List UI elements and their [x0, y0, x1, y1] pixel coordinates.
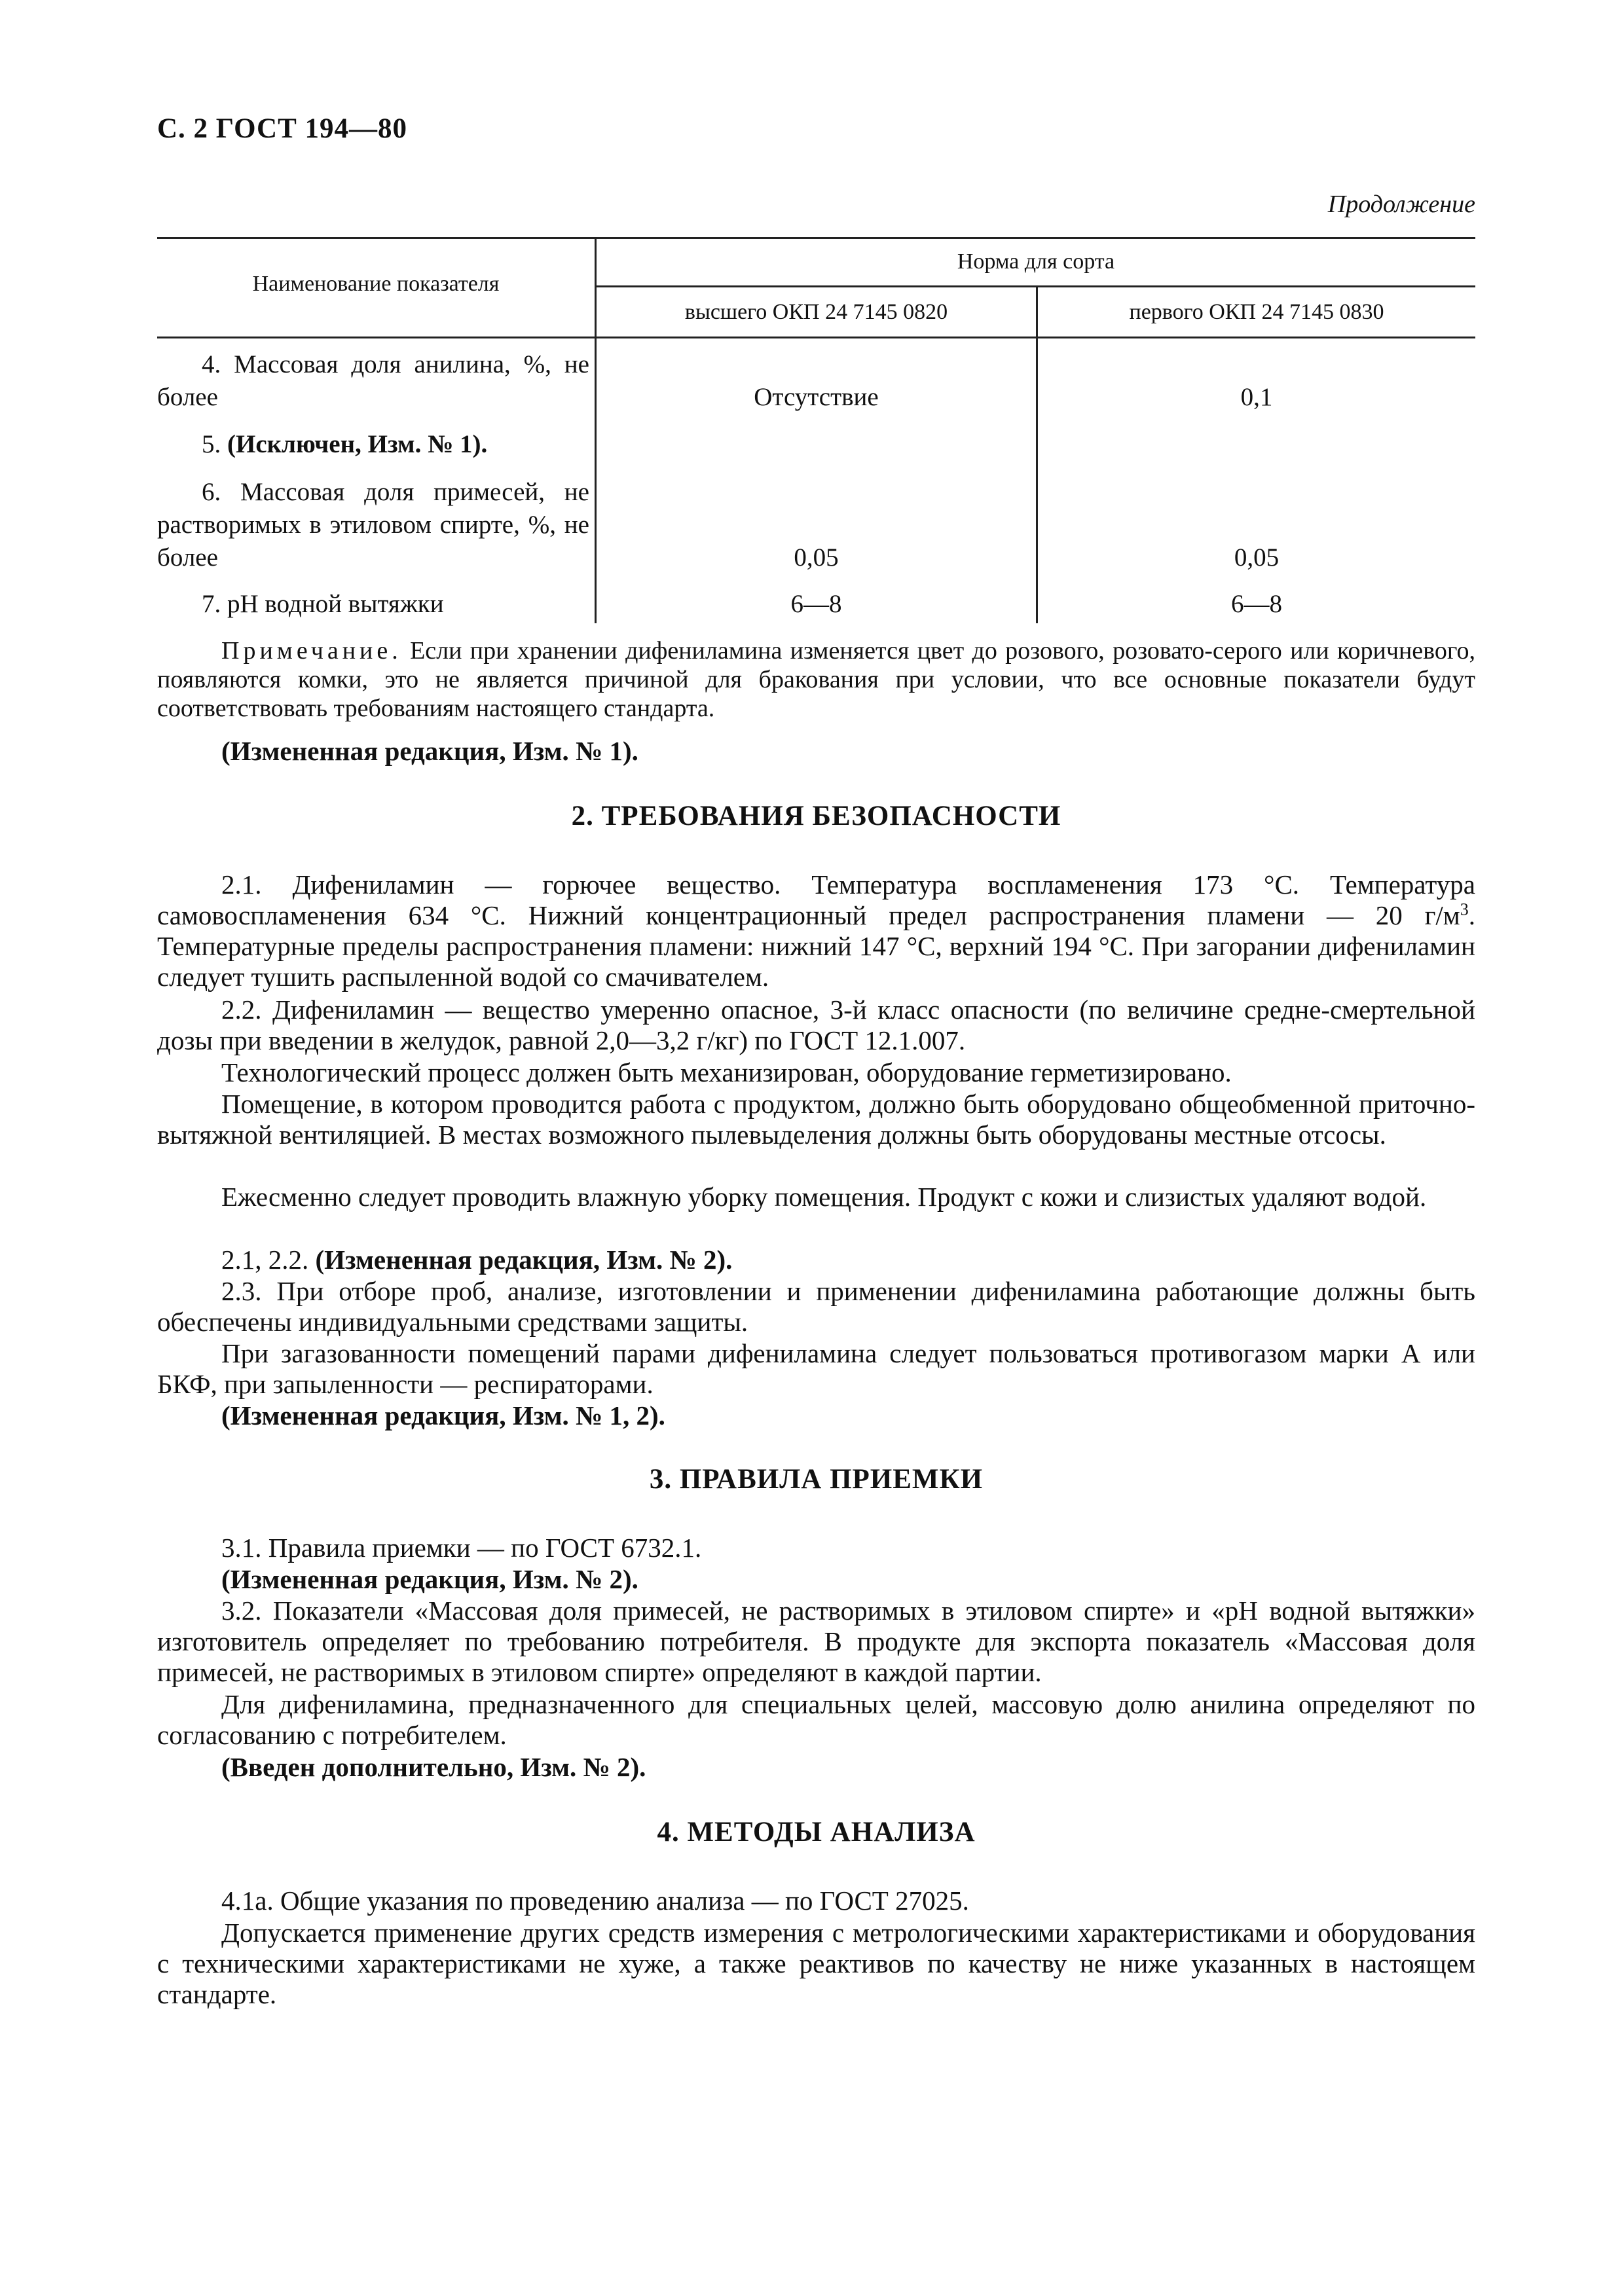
amendment-text: (Измененная редакция, Изм. № 2). — [315, 1245, 733, 1275]
paragraph-aniline-text: Для дифениламина, предназначенного для специальных целей, массовую долю анилина определяют по согласованию с потребителем. — [157, 1689, 1475, 1750]
paragraph-3-1: 3.1. Правила приемки — по ГОСТ 6732.1. — [221, 1533, 702, 1563]
table-header-rule — [157, 337, 1475, 338]
row-6-name: 6. Массовая доля примесей, не растворимых в этиловом спирте, %, не более — [157, 478, 589, 572]
paragraph-process-text: Технологический процесс должен быть механизирован, оборудование герметизировано. — [221, 1057, 1232, 1087]
section-2-amendment: (Измененная редакция, Изм. № 1, 2). — [221, 1400, 665, 1430]
row-6-top-value: 0,05 — [794, 543, 839, 572]
paragraph-aniline — [157, 1689, 1475, 1751]
paragraph-gas-mask — [157, 1338, 1475, 1400]
table-note — [157, 636, 1475, 723]
section-4-heading: 4. МЕТОДЫ АНАЛИЗА — [657, 1817, 976, 1848]
column-header-first-grade: первого ОКП 24 7145 0830 — [1129, 300, 1384, 324]
paragraph-instruments — [157, 1918, 1475, 2010]
paragraph-ventilation — [157, 1089, 1475, 1150]
row-4-top-value: Отсутствие — [754, 383, 879, 411]
row-4-first-value: 0,1 — [1240, 383, 1273, 411]
column-header-name: Наименование показателя — [252, 272, 500, 296]
paragraph-2-2 — [157, 994, 1475, 1056]
row-7-first-value: 6—8 — [1231, 590, 1282, 618]
paragraph-cleaning — [157, 1182, 1475, 1212]
amendment-2-1-2-2 — [221, 1245, 732, 1275]
paragraph-3-2 — [157, 1595, 1475, 1688]
paragraph-2-1 — [157, 869, 1475, 993]
table-top-rule — [157, 237, 1475, 239]
section-3-1-amendment: (Измененная редакция, Изм. № 2). — [221, 1564, 638, 1594]
note-label: Примечание. — [221, 637, 402, 665]
table-row-name — [157, 348, 589, 414]
section-3-heading: 3. ПРАВИЛА ПРИЕМКИ — [649, 1464, 984, 1495]
paragraph-cleaning-text: Ежесменно следует проводить влажную уборку помещения. Продукт с кожи и слизистых удаляют водой. — [221, 1182, 1427, 1212]
row-6-first-value: 0,05 — [1234, 543, 1280, 572]
table-row-name — [157, 588, 589, 621]
row-5-prefix: 5. — [202, 430, 221, 458]
section-3-amendment: (Введен дополнительно, Изм. № 2). — [221, 1752, 646, 1782]
superscript-cube: 3 — [1460, 900, 1469, 919]
paragraph-2-2-text: 2.2. Дифениламин — вещество умеренно опасное, 3-й класс опасности (по величине средне-смертельной дозы при введении в желудок, равной 2,0—3,2 г/кг) по ГОСТ 12.1.007. — [157, 994, 1475, 1055]
note-amendment: (Измененная редакция, Изм. № 1). — [221, 736, 638, 766]
row-4-name: 4. Массовая доля анилина, %, не более — [157, 350, 589, 411]
paragraph-gas-mask-text: При загазованности помещений парами дифениламина следует пользоваться противогазом марки А или БКФ, при запыленности — респираторами. — [157, 1338, 1475, 1399]
row-7-name: 7. pH водной вытяжки — [202, 590, 444, 618]
paragraph-3-2-text: 3.2. Показатели «Массовая доля примесей, не растворимых в этиловом спирте» и «pH водной вытяжки» изготовитель определяет по требованию потребителя. В продукте для экспорта показатель «Массовая доля примесей, не растворимых в этиловом спирте» определяют в каждой партии. — [157, 1595, 1475, 1687]
paragraph-2-3-text: 2.3. При отборе проб, анализе, изготовлении и применении дифениламина работающие должны быть обеспечены индивидуальными средствами защиты. — [157, 1276, 1475, 1337]
row-5-excluded: (Исключен, Изм. № 1). — [227, 430, 488, 458]
paragraph-2-1-text-cont: . Температурные пределы распространения пламени: нижний 147 °С, верхний 194 °С. При загорании дифениламин следует тушить распыленной водой со смачивателем. — [157, 900, 1475, 992]
page-header: С. 2 ГОСТ 194—80 — [157, 113, 408, 144]
paragraph-4-1a: 4.1а. Общие указания по проведению анализа — по ГОСТ 27025. — [221, 1886, 969, 1916]
paragraph-ventilation-text: Помещение, в котором проводится работа с продуктом, должно быть оборудовано общеобменной приточно-вытяжной вентиляцией. В местах возможного пылевыделения должны быть оборудованы местные отсосы. — [157, 1089, 1475, 1150]
paragraph-instruments-text: Допускается применение других средств измерения с метрологическими характеристиками и оборудования с техническими характеристиками не хуже, а также реактивов по качеству не ниже указанных в настоящем стандарте. — [157, 1918, 1475, 2009]
column-header-top-grade: высшего ОКП 24 7145 0820 — [684, 300, 948, 324]
table-row-name — [157, 476, 589, 574]
section-2-heading: 2. ТРЕБОВАНИЯ БЕЗОПАСНОСТИ — [571, 801, 1061, 831]
note-text: Если при хранении дифениламина изменяется цвет до розового, розовато-серого или коричневого, появляются комки, это не является причиной для бракования при условии, что все основные показатели будут соответствовать требованиям настоящего стандарта. — [157, 637, 1475, 722]
paragraph-2-3 — [157, 1276, 1475, 1338]
row-7-top-value: 6—8 — [790, 590, 842, 618]
paragraph-process — [157, 1057, 1475, 1088]
column-header-group: Норма для сорта — [957, 249, 1115, 274]
paragraph-2-1-text: 2.1. Дифениламин — горючее вещество. Температура воспламенения 173 °С. Температура самовоспламенения 634 °С. Нижний концентрационный предел распространения пламени — 20 г/м — [157, 869, 1475, 930]
table-row-name — [157, 428, 589, 461]
amendment-prefix: 2.1, 2.2. — [221, 1245, 309, 1275]
continuation-label: Продолжение — [1327, 191, 1475, 218]
